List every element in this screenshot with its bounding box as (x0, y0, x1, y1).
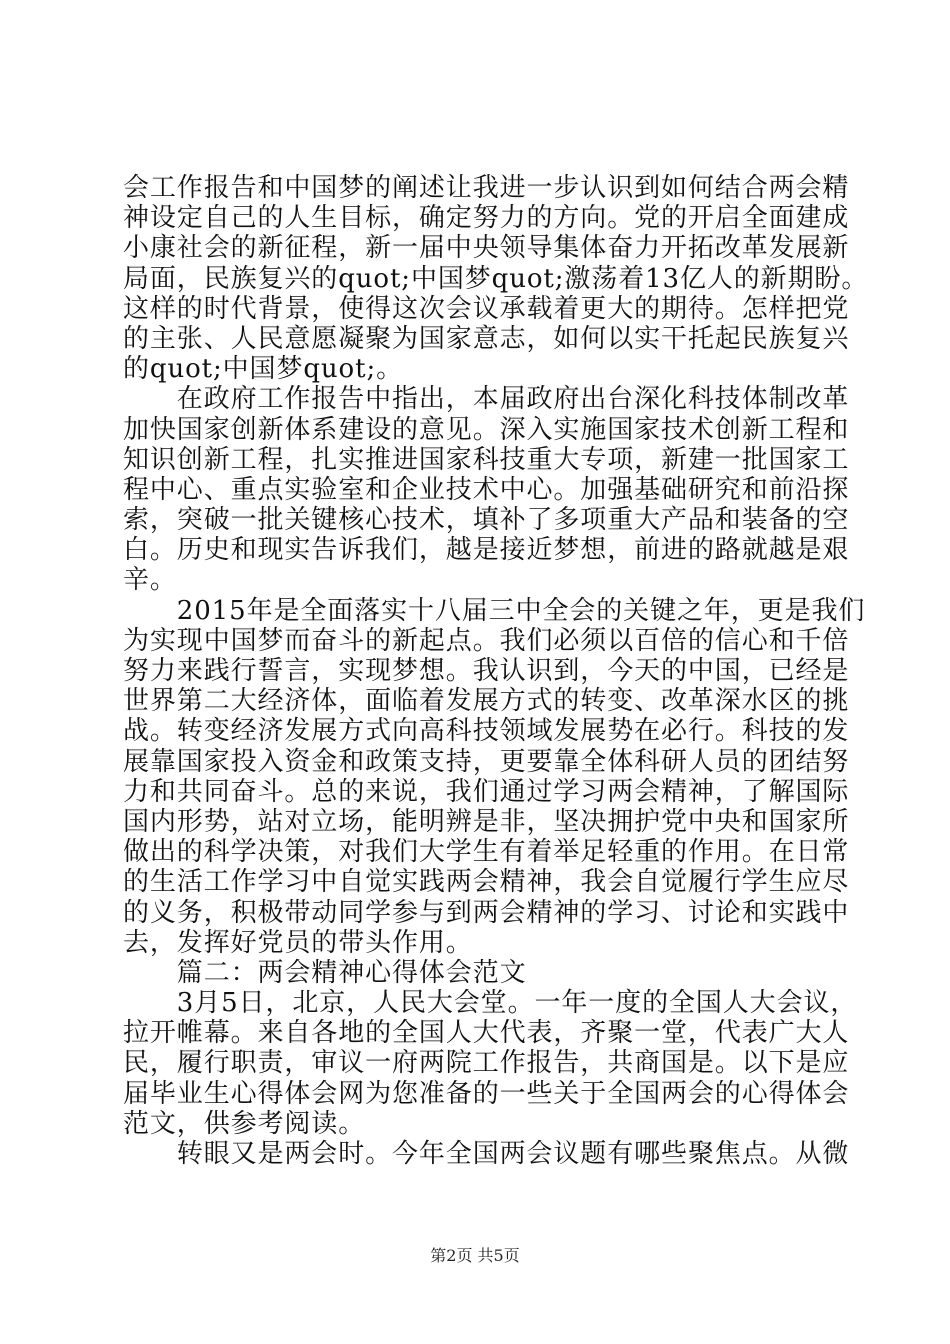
text-line: 篇二：两会精神心得体会范文 (123, 957, 527, 988)
text-line: 的主张、人民意愿凝聚为国家意志，如何以实干托起民族复兴 (123, 323, 850, 354)
text-line: 3月5日，北京，人民大会堂。一年一度的全国人大会议， (123, 988, 858, 1019)
text-line: 民，履行职责，审议一府两院工作报告，共商国是。以下是应 (123, 1048, 850, 1079)
text-line: 努力来践行誓言，实现梦想。我认识到，今天的中国，已经是 (123, 656, 850, 686)
text-line: 的quot;中国梦quot;。 (123, 354, 404, 385)
text-line: 拉开帷幕。来自各地的全国人大代表，齐聚一堂，代表广大人 (123, 1018, 850, 1049)
text-line: 去，发挥好党员的带头作用。 (123, 927, 473, 958)
text-line: 神设定自己的人生目标，确定努力的方向。党的开启全面建成 (123, 203, 850, 234)
text-line: 的生活工作学习中自觉实践两会精神，我会自觉履行学生应尽 (123, 867, 850, 898)
text-line: 展靠国家投入资金和政策支持，更要靠全体科研人员的团结努 (123, 746, 850, 777)
page-number-footer: 第2页 共5页 (430, 1246, 520, 1265)
text-line: 2015年是全面落实十八届三中全会的关键之年，更是我们 (123, 595, 866, 626)
text-line: 知识创新工程，扎实推进国家科技重大专项，新建一批国家工 (123, 444, 850, 475)
text-line: 国内形势，站对立场，能明辨是非，坚决拥护党中央和国家所 (123, 806, 850, 837)
text-line: 届毕业生心得体会网为您准备的一些关于全国两会的心得体会 (123, 1078, 850, 1109)
text-line: 这样的时代背景，使得这次会议承载着更大的期待。怎样把党 (123, 293, 850, 324)
text-line: 索，突破一批关键核心技术，填补了多项重大产品和装备的空 (123, 505, 850, 536)
text-line: 的义务，积极带动同学参与到两会精神的学习、讨论和实践中 (123, 897, 850, 928)
text-line: 在政府工作报告中指出，本届政府出台深化科技体制改革 (123, 384, 850, 415)
text-line: 局面，民族复兴的quot;中国梦quot;激荡着13亿人的新期盼。 (123, 263, 869, 294)
text-line: 力和共同奋斗。总的来说，我们通过学习两会精神，了解国际 (123, 776, 850, 807)
body-text (123, 173, 869, 1169)
text-line: 会工作报告和中国梦的阐述让我进一步认识到如何结合两会精 (123, 173, 850, 203)
text-line: 加快国家创新体系建设的意见。深入实施国家技术创新工程和 (123, 414, 850, 445)
text-line: 辛。 (123, 565, 177, 596)
text-line: 范文，供参考阅读。 (123, 1108, 366, 1139)
text-line: 战。转变经济发展方式向高科技领域发展势在必行。科技的发 (123, 716, 850, 747)
text-line: 世界第二大经济体，面临着发展方式的转变、改革深水区的挑 (123, 686, 850, 717)
text-line: 做出的科学决策，对我们大学生有着举足轻重的作用。在日常 (123, 837, 850, 868)
text-line: 转眼又是两会时。今年全国两会议题有哪些聚焦点。从微 (123, 1139, 850, 1169)
text-line: 白。历史和现实告诉我们，越是接近梦想，前进的路就越是艰 (123, 535, 850, 566)
text-line: 为实现中国梦而奋斗的新起点。我们必须以百倍的信心和千倍 (123, 625, 850, 656)
text-line: 程中心、重点实验室和企业技术中心。加强基础研究和前沿探 (123, 474, 850, 505)
text-line: 小康社会的新征程，新一届中央领导集体奋力开拓改革发展新 (123, 233, 850, 264)
